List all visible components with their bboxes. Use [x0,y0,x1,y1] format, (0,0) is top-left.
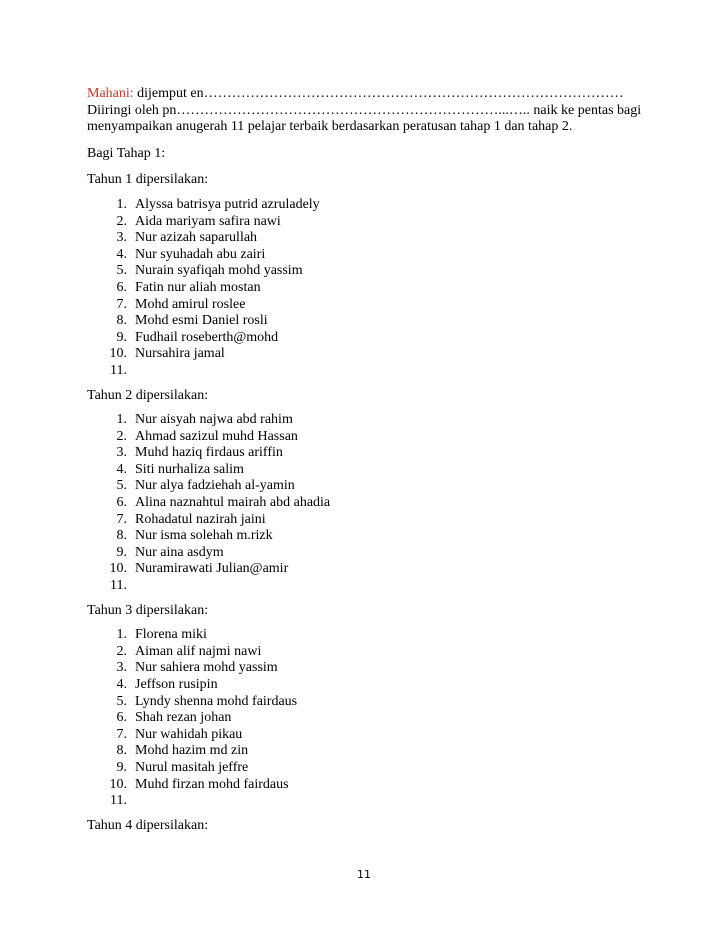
item-number: 6. [116,495,127,511]
list-item [87,710,647,727]
student-name: Jeffson rusipin [135,677,218,692]
list-item [87,247,647,264]
list-item [87,777,647,794]
list-item [87,528,647,545]
item-number: 1. [116,196,127,212]
student-name: Nurul masitah jeffre [135,759,249,775]
item-number: 6. [116,279,127,295]
list-item [87,478,647,495]
group-heading-tahun-3: Tahun 3 dipersilakan: [87,602,209,618]
item-number: 11. [110,793,127,809]
item-number: 3. [116,445,127,461]
group-heading-tahun-2: Tahun 2 dipersilakan: [87,387,209,403]
student-name [128,793,135,810]
list-item [87,727,647,744]
list-item [87,313,647,330]
item-number: 6. [116,710,127,726]
student-name: Nur isma solehah m.rizk [135,528,273,544]
student-name: Mohd esmi Daniel rosli [135,313,268,329]
stage-heading: Bagi Tahap 1: [87,145,166,161]
item-number: 1. [116,412,127,428]
list-item [87,363,647,380]
item-number: 11. [110,362,127,378]
item-number: 4. [116,461,127,477]
item-number: 3. [116,230,127,246]
student-name: Nursahira jamal [135,346,225,362]
student-name: Muhd firzan mohd fairdaus [135,776,289,792]
group-heading-tahun-1: Tahun 1 dipersilakan: [87,172,209,188]
student-name: Alina naznahtul mairah abd ahadia [135,495,331,511]
student-name: Nur azizah saparullah [135,230,258,246]
student-name: Fatin nur aliah mostan [135,279,261,295]
group-heading-tahun-4: Tahun 4 dipersilakan: [87,817,209,833]
student-name [128,578,135,595]
intro-line-1-text: dijemput en……………………………………………………………………………… [133,86,624,101]
list-item [87,644,647,661]
intro-line-1 [87,86,647,103]
student-name: Rohadatul nazirah jaini [135,511,266,527]
student-name: Alyssa batrisya putrid azruladely [135,196,320,212]
item-number: 9. [116,544,127,560]
spacer [87,162,647,172]
spacer [87,136,647,146]
student-name: Ahmad sazizul muhd Hassan [135,428,298,444]
name-list-tahun-2 [87,412,647,595]
student-name: Nur sahiera mohd yassim [135,660,278,676]
item-number: 8. [116,313,127,329]
student-name: Aiman alif najmi nawi [135,643,262,659]
name-list-tahun-3 [87,627,647,810]
list-item [87,545,647,562]
student-name: Nurain syafiqah mohd yassim [135,263,303,279]
list-item [87,412,647,429]
student-name: Nuramirawati Julian@amir [135,561,289,577]
item-number: 10. [109,776,127,792]
student-name: Nur aina asdym [135,544,224,560]
list-item [87,462,647,479]
list-item [87,694,647,711]
item-number: 10. [109,561,127,577]
item-number: 7. [116,726,127,742]
intro-line-3: menyampaikan anugerah 11 pelajar terbaik berdasarkan peratusan tahap 1 dan tahap 2. [87,119,573,135]
item-number: 3. [116,660,127,676]
list-item [87,578,647,595]
item-number: 4. [116,246,127,262]
item-number: 8. [116,528,127,544]
student-name: Nur alya fadziehah al-yamin [135,478,295,494]
list-item [87,660,647,677]
student-name: Mohd amirul roslee [135,296,246,312]
list-item [87,230,647,247]
intro-line-2: Diiringi oleh pn……………………………………………………………...….. naik ke pentas bagi [87,102,642,118]
list-item [87,677,647,694]
list-item [87,512,647,529]
student-name: Lyndy shenna mohd fairdaus [135,693,298,709]
page-number: 11 [357,868,371,881]
item-number: 5. [116,693,127,709]
list-item [87,793,647,810]
student-name: Nur syuhadah abu zairi [135,246,266,262]
list-item [87,627,647,644]
item-number: 7. [116,511,127,527]
item-number: 4. [116,677,127,692]
name-list-tahun-1 [87,197,647,380]
item-number: 5. [116,263,127,279]
list-item [87,297,647,314]
item-number: 9. [116,329,127,345]
list-item [87,280,647,297]
item-number: 10. [109,346,127,362]
student-name: Shah rezan johan [135,710,232,726]
list-item [87,561,647,578]
list-item [87,263,647,280]
speaker-name: Mahani: [87,86,134,101]
list-item [87,429,647,446]
item-number: 2. [116,213,127,229]
document-body [87,86,647,834]
item-number: 8. [116,743,127,759]
item-number: 2. [116,428,127,444]
item-number: 5. [116,478,127,494]
list-item [87,330,647,347]
item-number: 1. [116,627,127,643]
item-number: 9. [116,759,127,775]
student-name: Siti nurhaliza salim [135,461,244,477]
list-item [87,197,647,214]
item-number: 2. [116,643,127,659]
student-name [128,363,135,380]
student-name: Fudhail roseberth@mohd [135,329,279,345]
student-name: Muhd haziq firdaus ariffin [135,445,283,461]
student-name: Nur wahidah pikau [135,726,243,742]
list-item [87,214,647,231]
student-name: Aida mariyam safira nawi [135,213,281,229]
item-number: 7. [116,296,127,312]
list-item [87,346,647,363]
student-name: Florena miki [135,627,207,643]
item-number: 11. [110,578,127,594]
student-name: Nur aisyah najwa abd rahim [135,412,293,428]
list-item [87,760,647,777]
list-item [87,495,647,512]
list-item [87,445,647,462]
student-name: Mohd hazim md zin [135,743,249,759]
list-item [87,743,647,760]
